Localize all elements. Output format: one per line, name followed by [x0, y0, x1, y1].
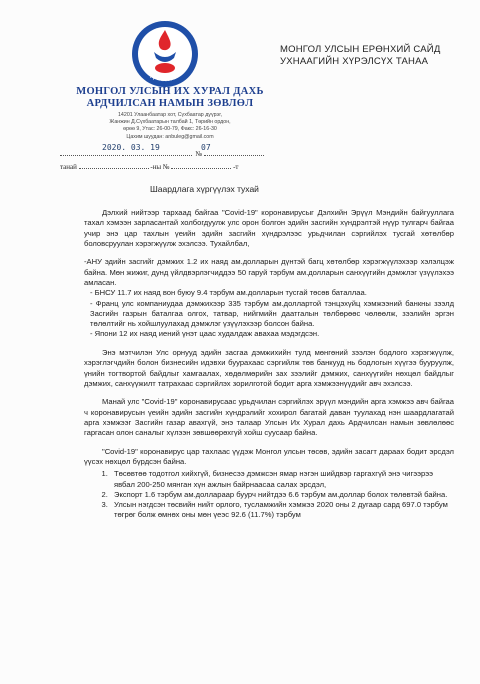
reference-label-left: танай — [60, 163, 77, 171]
org-name-line1: МОНГОЛ УЛСЫН ИХ ХУРАЛ ДАХЬ — [76, 86, 264, 97]
bullet-item: - Япони 12 их наяд иений үнэт цаас худалдаж авахаа мэдэгдсэн. — [90, 329, 320, 339]
recipient-line1: МОНГОЛ УЛСЫН ЕРӨНХИЙ САЙД — [280, 44, 441, 55]
body-paragraph: Манай улс "Covid-19" коронавирусаас урьдчилан сэргийлэх эрүүл мэндийн арга хэмжээ авч байгаа ч коронавирусын үеийн эдийн засгийн хүндрэлийг хохирол багатай даван туулахад нэн шаардлагатай арга хэмжээг Засгийн газар авахгүй, энэ талаар Улсын Их Хурал дахь Ардчилсан намын зөвлөлөөс гаргасан олон саналыг хүлээн зөвшөөрөхгүй хойш суусаар байна. — [84, 397, 454, 438]
subject-title: Шаардлага хүргүүлэх тухай — [150, 184, 259, 194]
list-item: 1. Төсөвтөө тодотгол хийхгүй, бизнесээ дэмжсэн ямар нэгэн шийдвэр гаргахгүй энэ чигээрээ явбал 200-250 мянган хүн ажлын байрнаасаа салах эрсдэл, — [110, 469, 454, 490]
address-line: Жанжин Д.Сүхбаатарын талбай 1, Төрийн ордон, — [109, 119, 231, 126]
address-line: Цахим шуудан: anbuleg@gmail.com — [126, 133, 214, 140]
list-item: 2. Экспорт 1.6 тэрбум ам.доллараар буурч нийтдээ 6.6 тэрбум ам.доллар болох төлөвтэй байна. — [110, 490, 454, 500]
reference-label-mid: -ны № — [150, 163, 170, 171]
body-paragraph: Дэлхий нийтээр тархаад байгаа "Covid-19" коронавирусыг Дэлхийн Эрүүл Мэндийн байгууллага тахал хэмээн зарласантай холбогдуулж улс орон болгон эдийн засгийн хүндрэлтэй нүүр тулгарч байгаа учир энэ цар тахлын үеийн эдийн засгийн хүндрэлээс урьдчилан сэргийлэх тусгай хөтөлбөр боловсруулан хэрэгжүүлж эхэлсээ. Тухайлбал, — [84, 208, 454, 248]
body-paragraph: -АНУ эдийн засгийг дэмжих 1.2 их наяд ам.долларын дүнтэй багц хөтөлбөр хэрэгжүүлэхээр хэлэлцэж байна. Мөн жижиг, дунд үйлдвэрлэгчиддээ 50 гаруй тэрбум ам.долларын санхүүгийн дэмжлэг үзүүлэхээ амласан. — [84, 257, 454, 287]
address-line: 14201 Улаанбаатар хот, Сүхбаатар дүүрэг, — [117, 112, 222, 118]
party-logo — [130, 18, 200, 92]
letter-body — [84, 208, 454, 521]
numbered-list — [84, 469, 454, 520]
recipient-line2: УХНААГИЙН ХҮРЭЛСҮХ ТАНАА — [280, 56, 429, 67]
body-paragraph: "Covid-19" коронавирус цар тахлаас үүдэж Монгол улсын төсөв, эдийн засагт дараах бодит эрсдэл үүсэх нөхцөл бүрдсэн байна. — [84, 446, 454, 466]
date-number-line — [60, 147, 264, 158]
body-paragraph: Энэ мэтчилэн Улс орнууд эдийн засгаа дэмжихийн тулд мөнгөний зээлэн бодлого хэрэгжүүлж, хэрэглэгчдийн болон бизнесийн идэвхи буурахаас сэргийлж төв банкууд нь бодлогын хүүгээ бууруулж, үнийн тогтвортой байдлыг хамгаалах, хөдөлмөрийн зах зээлийг дэмжих, санхүүгийн нөхцөл байдлыг дэмжих, санхүүжилт татрахаас сэргийлэх зорилготой бодит арга хэмжээнүүдийг авч эхэлсээ. — [84, 347, 454, 388]
address-line: өрөө 9, Утас: 26-00-79, Факс: 26-16-30 — [123, 126, 217, 133]
list-item: 3. Улсын нэгдсэн төсвийн нийт орлого, тусламжийн хэмжээ 2020 оны 2 дугаар сард 697.0 тэрбум төгрөг болж өмнөх оны мөн үеэс 92.6 (11.7%) тэрбум — [110, 500, 454, 521]
reference-line — [60, 160, 238, 171]
organization-address — [80, 112, 260, 141]
bullet-item: - Франц улс компаниудаа дэмжихээр 335 тэрбум ам.доллартой тэнцэхүйц хэмжээний банкны зээлд Засгийн газрын баталгаа олгох, татвар, нийгмийн даатгалын төлбөрөөс чөлөөлж, зээлийн эргэн төлөлтийг нь хойшлуулахад дэмжлэг үзүүлэхээр болсон байна. — [90, 298, 454, 329]
number-label: № — [195, 150, 203, 158]
logo-text: АРДЧИЛСАН НАМ — [143, 63, 190, 84]
recipient-block — [280, 44, 470, 68]
org-name-line2: АРДЧИЛСАН НАМЫН ЗӨВЛӨЛ — [86, 98, 254, 109]
bullet-item: - БНСУ 11.7 их наяд вон буюу 9.4 тэрбум ам.долларын тусгай төсөв баталлаа. — [90, 288, 367, 298]
reference-label-right: -т — [233, 163, 239, 171]
handwritten-number: 07 — [201, 143, 211, 152]
organization-name — [60, 86, 280, 110]
handwritten-date: 2020. 03. 19 — [102, 143, 160, 152]
